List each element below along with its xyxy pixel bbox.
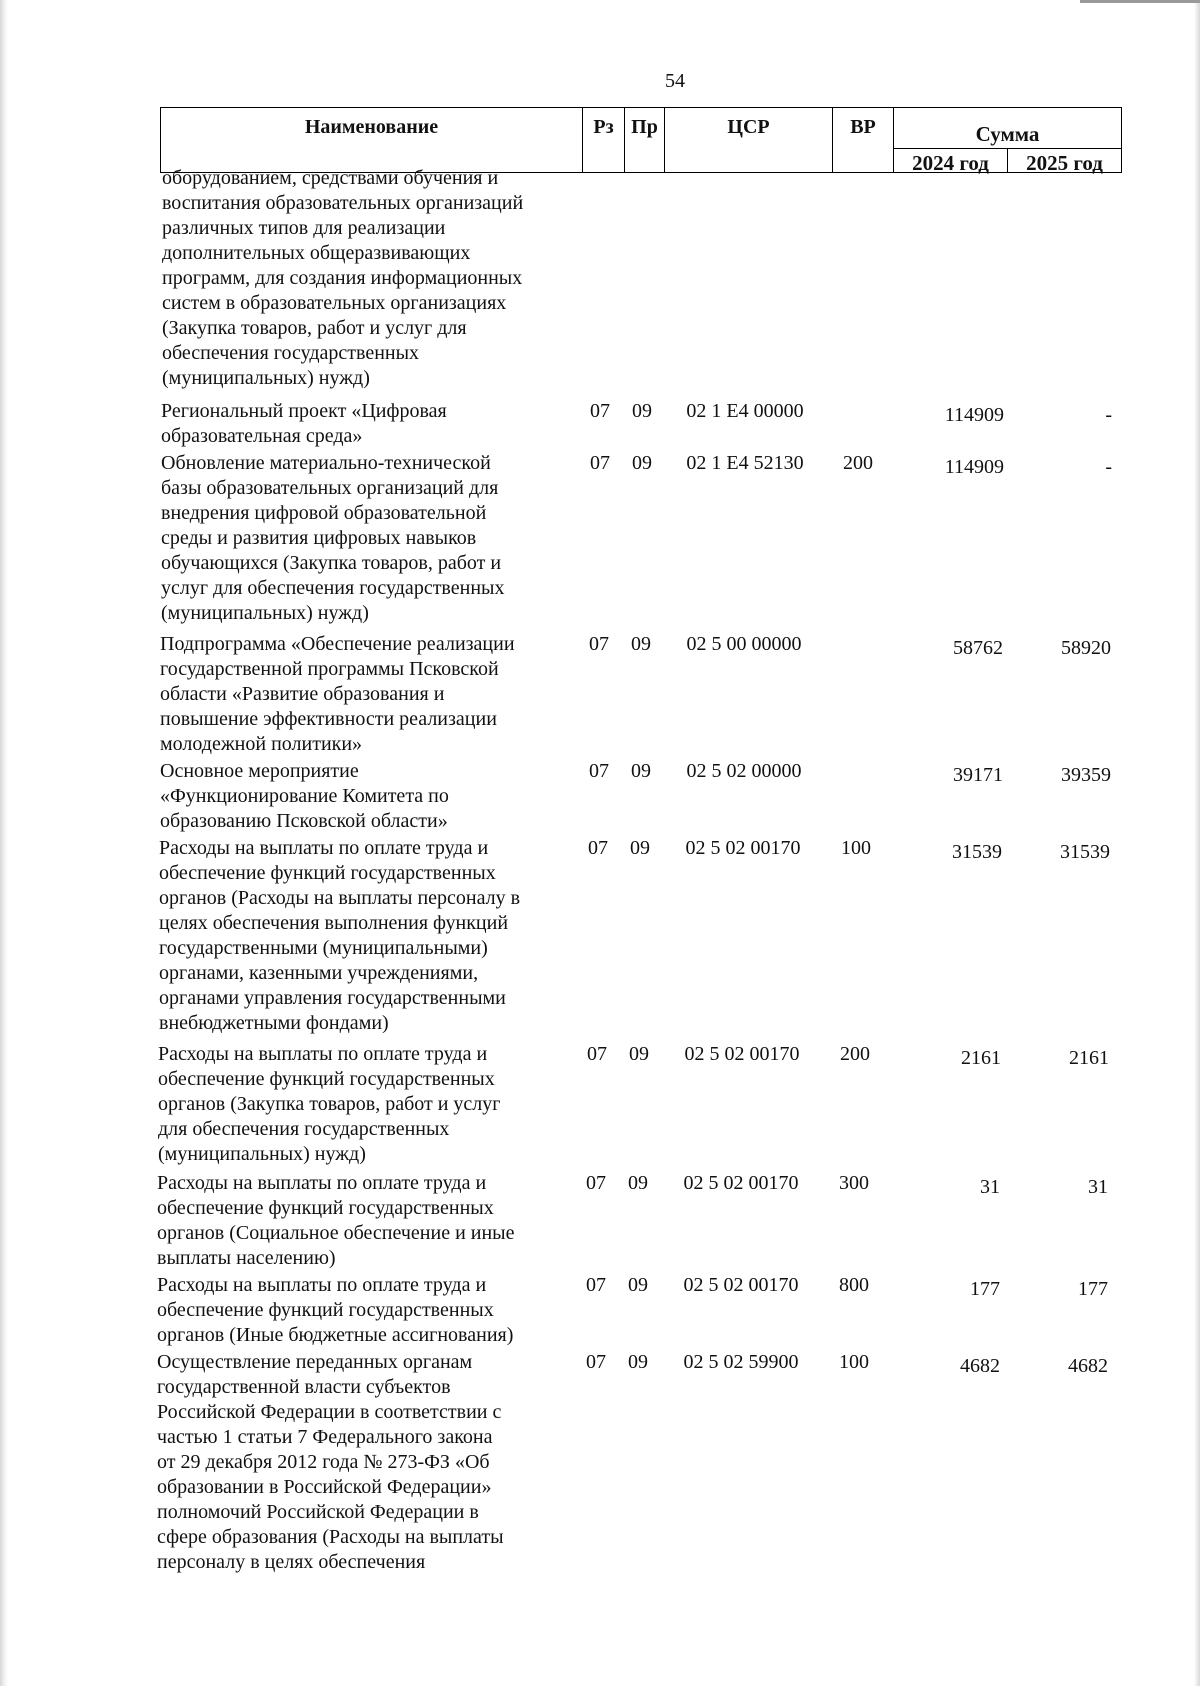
row-vr: 200 — [843, 452, 873, 474]
row-2024: 114909 — [944, 456, 1004, 478]
row-csr: 02 5 02 00000 — [686, 760, 802, 782]
header-pr-cell — [625, 108, 665, 172]
row-pr: 09 — [628, 1274, 648, 1296]
row-vr: 200 — [840, 1043, 870, 1065]
row-2024: 177 — [970, 1278, 1000, 1300]
row-rz: 07 — [590, 400, 610, 422]
row-vr: 800 — [839, 1274, 869, 1296]
row-2024: 58762 — [953, 637, 1003, 659]
row-name: Обновление материально-технической базы образовательных организаций для внедрения цифровой образовательной среды и развития цифровых навыков обучающихся (Закупка товаров, работ и услуг для обеспечения государственных (муниципальных) нужд) — [161, 452, 505, 624]
row-2025: 4682 — [1068, 1355, 1108, 1377]
header-pr: Пр — [631, 116, 658, 138]
row-rz: 07 — [586, 1351, 606, 1373]
row-2024: 31 — [980, 1176, 1000, 1198]
scan-edge-left — [0, 0, 8, 1686]
header-rz: Рз — [593, 116, 614, 138]
row-name: оборудованием, средствами обучения и воспитания образовательных организаций различных типов для реализации дополнительных общеразвивающих программ, для создания информационных систем в образовательных организациях (Закупка товаров, работ и услуг для обеспечения государственных (муниципальных) нужд) — [162, 167, 524, 389]
row-csr: 02 5 02 00170 — [683, 1172, 799, 1194]
header-name-cell — [161, 108, 583, 172]
page-number: 54 — [665, 70, 685, 92]
row-pr: 09 — [631, 760, 651, 782]
row-name: Расходы на выплаты по оплате труда и обеспечение функций государственных органов (Расходы на выплаты персоналу в целях обеспечения выполнения функций государственными (муниципальными) органами, казенными учреждениями, органами управления государственными внебюджетными фондами) — [159, 837, 521, 1034]
row-csr: 02 5 02 00170 — [683, 1274, 799, 1296]
row-name: Региональный проект «Цифровая образовательная среда» — [161, 400, 447, 447]
row-vr: 300 — [839, 1172, 869, 1194]
row-csr: 02 5 02 59900 — [683, 1351, 799, 1373]
row-pr: 09 — [630, 837, 650, 859]
row-pr: 09 — [632, 400, 652, 422]
row-2024: 2161 — [961, 1047, 1001, 1069]
row-rz: 07 — [590, 452, 610, 474]
row-name: Основное мероприятие «Функционирование Комитета по образованию Псковской области» — [160, 760, 449, 832]
header-year-2024: 2024 год — [894, 148, 1008, 172]
row-csr: 02 1 E4 52130 — [686, 452, 804, 474]
row-2024: 4682 — [960, 1355, 1000, 1377]
row-2025: 31 — [1088, 1176, 1108, 1198]
row-2025: - — [1105, 456, 1112, 478]
row-2025: 2161 — [1069, 1047, 1109, 1069]
row-vr: 100 — [839, 1351, 869, 1373]
header-rz-cell — [583, 108, 625, 172]
row-name: Расходы на выплаты по оплате труда и обеспечение функций государственных органов (Социальное обеспечение и иные выплаты населению) — [157, 1172, 515, 1269]
row-rz: 07 — [588, 837, 608, 859]
row-pr: 09 — [632, 452, 652, 474]
row-rz: 07 — [587, 1043, 607, 1065]
scan-edge-top — [1080, 0, 1200, 3]
header-csr: ЦСР — [727, 116, 770, 138]
row-pr: 09 — [631, 633, 651, 655]
header-sum: Сумма — [975, 122, 1040, 146]
row-2025: - — [1105, 404, 1112, 426]
row-name: Подпрограмма «Обеспечение реализации государственной программы Псковской области «Развитие образования и повышение эффективности реализации молодежной политики» — [160, 633, 515, 755]
row-pr: 09 — [628, 1172, 648, 1194]
row-csr: 02 5 02 00170 — [685, 837, 801, 859]
row-pr: 09 — [628, 1351, 648, 1373]
row-name: Расходы на выплаты по оплате труда и обеспечение функций государственных органов (Закупка товаров, работ и услуг для обеспечения государственных (муниципальных) нужд) — [158, 1043, 501, 1165]
row-2025: 58920 — [1061, 637, 1111, 659]
row-name: Расходы на выплаты по оплате труда и обеспечение функций государственных органов (Иные бюджетные ассигнования) — [157, 1274, 514, 1346]
header-year-2025: 2025 год — [1026, 151, 1103, 175]
table-header — [160, 107, 1122, 173]
row-2024: 114909 — [944, 404, 1004, 426]
row-rz: 07 — [586, 1274, 606, 1296]
header-name: Наименование — [304, 116, 439, 138]
row-2025: 31539 — [1060, 841, 1110, 863]
header-vr: ВР — [850, 116, 876, 138]
row-2025: 177 — [1078, 1278, 1108, 1300]
row-vr: 100 — [841, 837, 871, 859]
row-csr: 02 5 00 00000 — [686, 633, 802, 655]
scan-edge-right — [1194, 0, 1200, 1686]
row-2025: 39359 — [1061, 764, 1111, 786]
row-2024: 31539 — [952, 841, 1002, 863]
header-vr-cell — [833, 108, 894, 172]
header-sum-cell — [894, 108, 1121, 175]
row-name: Осуществление переданных органам государственной власти субъектов Российской Федерации в соответствии с частью 1 статьи 7 Федерального закона от 29 декабря 2012 года № 273-ФЗ «Об образовании в Российской Федерации» полномочий Российской Федерации в сфере образования (Расходы на выплаты персоналу в целях обеспечения — [157, 1351, 504, 1573]
row-rz: 07 — [589, 760, 609, 782]
row-rz: 07 — [586, 1172, 606, 1194]
row-pr: 09 — [629, 1043, 649, 1065]
row-csr: 02 1 E4 00000 — [686, 400, 804, 422]
row-rz: 07 — [589, 633, 609, 655]
row-csr: 02 5 02 00170 — [684, 1043, 800, 1065]
row-2024: 39171 — [953, 764, 1003, 786]
header-csr-cell — [665, 108, 833, 172]
